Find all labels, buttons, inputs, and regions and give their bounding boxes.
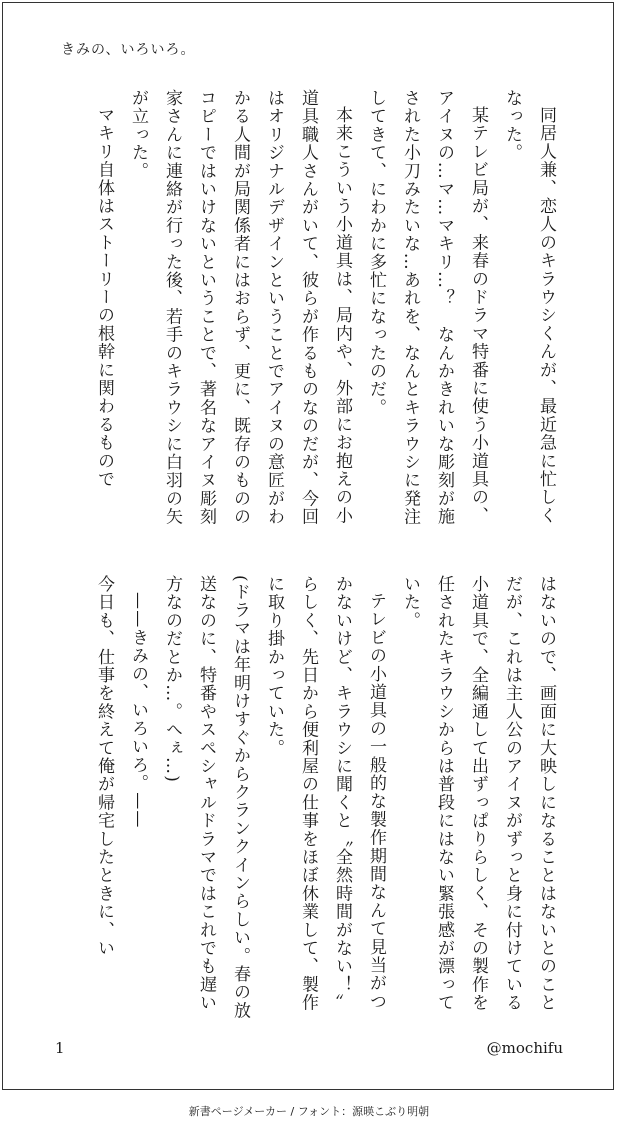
paragraph: 某テレビ局が、来春のドラマ特番に使う小道具の、アイヌの…マ…マキリ…？ なんかきれいな彫刻が施された小刀みたいな…あれを、なんとキラウシに発注してきて、にわかに多忙になったのだ。 bbox=[366, 89, 488, 526]
paragraph: (ドラマは年明けすぐからクランクインらしい。春の放送なのに、特番やスペシャルドラマではこれでも遅い方なのだとか…。へぇ…) bbox=[162, 575, 250, 1020]
text-block-bottom bbox=[43, 575, 563, 1020]
page-number: 1 bbox=[55, 1039, 65, 1057]
paragraph: 本来こういう小道具は、局内や、外部にお抱えの小道具職人さんがいて、彼らが作るものなのだが、今回はオリジナルデザインということでアイヌの意匠がわかる人間が局関係者にはおらず、更に、既存のもののコピーではいけないということで、著名なアイヌ彫刻家さんに連絡が行った後、若手のキラウシに白羽の矢が立った。 bbox=[128, 89, 352, 526]
paragraph: マキリ自体はストーリーの根幹に関わるもので bbox=[94, 106, 114, 489]
book-page bbox=[2, 2, 614, 1090]
paragraph: ——きみの、いろいろ。—— bbox=[128, 592, 148, 829]
paragraph: はないので、画面に大映しになることはないとのことだが、これは主人公のアイヌがずっと身に付けている小道具で、全編通して出ずっぱりらしく、その製作を任されたキラウシからは普段にはない緊張感が漂っていた。 bbox=[400, 575, 556, 1012]
paragraph: テレビの小道具の一般的な製作期間なんて見当がつかないけど、キラウシに聞くと〝全然時間がない！〟らしく、先日から便利屋の仕事をほぼ休業して、製作に取り掛かっていた。 bbox=[264, 575, 386, 1012]
author-handle: @mochifu bbox=[486, 1039, 563, 1057]
page-header-title: きみの、いろいろ。 bbox=[61, 42, 196, 58]
paragraph: 同居人兼、恋人のキラウシくんが、最近急に忙しくなった。 bbox=[502, 89, 556, 525]
paragraph: 今日も、仕事を終えて俺が帰宅したときに、い bbox=[94, 575, 114, 958]
generator-credit: 新書ページメーカー / フォント：源暎こぶり明朝 bbox=[188, 1105, 430, 1118]
text-block-top bbox=[43, 89, 563, 534]
